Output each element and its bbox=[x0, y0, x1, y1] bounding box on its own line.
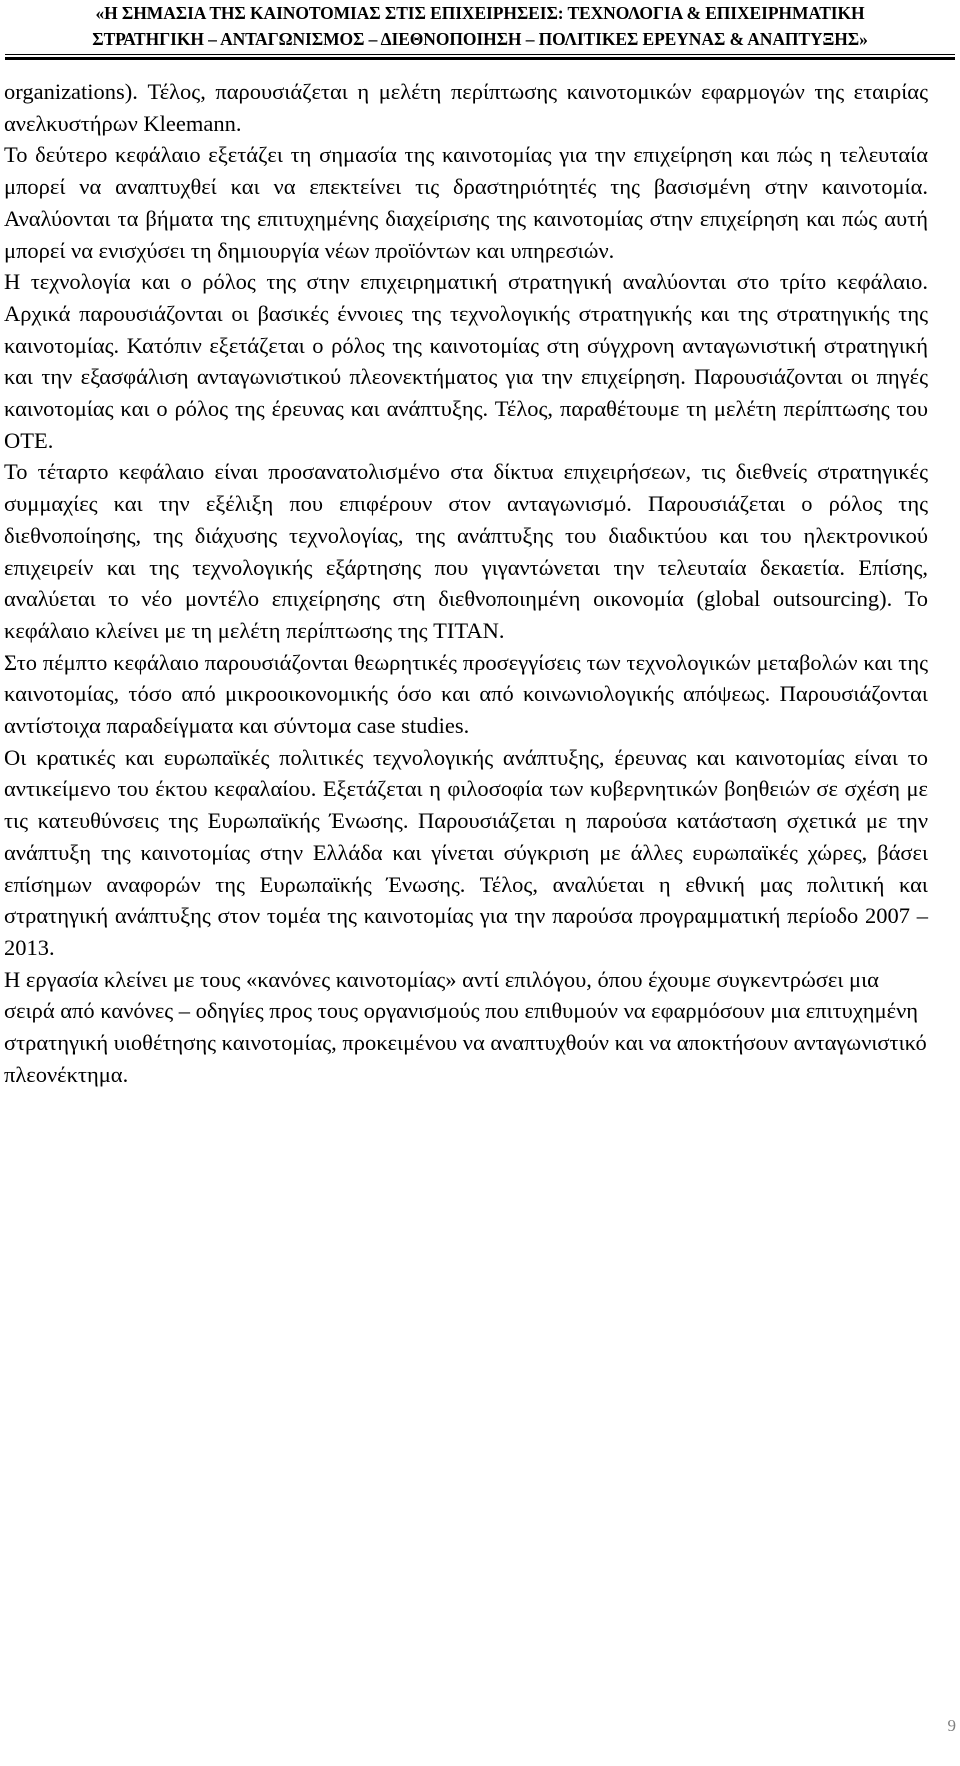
body-text bbox=[4, 76, 928, 1091]
running-header bbox=[0, 0, 960, 52]
paragraph-chapter-4: Το τέταρτο κεφάλαιο είναι προσανατολισμένο στα δίκτυα επιχειρήσεων, τις διεθνείς στρατηγικές συμμαχίες και την εξέλιξη που επιφέρουν στον ανταγωνισμό. Παρουσιάζεται ο ρόλος της διεθνοποίησης, της διάχυσης τεχνολογίας, της ανάπτυξης του διαδικτύου και του ηλεκτρονικού επιχειρείν και της τεχνολογικής εξάρτησης που γιγαντώνεται την τελευταία δεκαετία. Επίσης, αναλύεται το νέο μοντέλο επιχείρησης στη διεθνοποιημένη οικονομία (global outsourcing). Το κεφάλαιο κλείνει με τη μελέτη περίπτωσης της TITAN. bbox=[4, 459, 928, 643]
running-header-line-1: «Η ΣΗΜΑΣΙΑ ΤΗΣ ΚΑΙΝΟΤΟΜΙΑΣ ΣΤΙΣ ΕΠΙΧΕΙΡΗΣΕΙΣ: ΤΕΧΝΟΛΟΓΙΑ & ΕΠΙΧΕΙΡΗΜΑΤΙΚΗ bbox=[95, 3, 865, 23]
header-rule-thick bbox=[5, 57, 955, 60]
running-header-line-2: ΣΤΡΑΤΗΓΙΚΗ – ΑΝΤΑΓΩΝΙΣΜΟΣ – ΔΙΕΘΝΟΠΟΙΗΣΗ – ΠΟΛΙΤΙΚΕΣ ΕΡΕΥΝΑΣ & ΑΝΑΠΤΥΞΗΣ» bbox=[92, 29, 868, 49]
paragraph-chapter-2: Το δεύτερο κεφάλαιο εξετάζει τη σημασία της καινοτομίας για την επιχείρηση και πώς η τελευταία μπορεί να αναπτυχθεί και να επεκτείνει τις δραστηριότητές της βασισμένη στην καινοτομία. Αναλύονται τα βήματα της επιτυχημένης διαχείρισης της καινοτομίας στην επιχείρηση και πώς αυτή μπορεί να ενισχύσει τη δημιουργία νέων προϊόντων και υπηρεσιών. bbox=[4, 142, 928, 263]
paragraph-chapter-5: Στο πέμπτο κεφάλαιο παρουσιάζονται θεωρητικές προσεγγίσεις των τεχνολογικών μεταβολών και της καινοτομίας, τόσο από μικροοικονομικής όσο και από κοινωνιολογικής απόψεως. Παρουσιάζονται αντίστοιχα παραδείγματα και σύντομα case studies. bbox=[4, 649, 928, 739]
page-number: 9 bbox=[947, 1716, 956, 1735]
paragraph-closing: Η εργασία κλείνει με τους «κανόνες καινοτομίας» αντί επιλόγου, όπου έχουμε συγκεντρώσει μια σειρά από κανόνες – οδηγίες προς τους οργανισμούς που επιθυμούν να εφαρμόσουν μια επιτυχημένη στρατηγική υιοθέτησης καινοτομίας, προκειμένου να αναπτυχθούν και να αποκτήσουν ανταγωνιστικό πλεονέκτημα. bbox=[4, 966, 927, 1087]
paragraph-intro-continuation: organizations). Τέλος, παρουσιάζεται η μελέτη περίπτωσης καινοτομικών εφαρμογών της εταιρίας ανελκυστήρων Kleemann. bbox=[4, 79, 928, 136]
paragraph-chapter-3: Η τεχνολογία και ο ρόλος της στην επιχειρηματική στρατηγική αναλύονται στο τρίτο κεφάλαιο. Αρχικά παρουσιάζονται οι βασικές έννοιες της τεχνολογικής στρατηγικής και της στρατηγικής της καινοτομίας. Κατόπιν εξετάζεται ο ρόλος της καινοτομίας στη σύγχρονη ανταγωνιστική στρατηγική και την εξασφάλιση ανταγωνιστικού πλεονεκτήματος για την επιχείρηση. Παρουσιάζονται οι πηγές καινοτομίας και ο ρόλος της έρευνας και ανάπτυξης. Τέλος, παραθέτουμε τη μελέτη περίπτωσης του ΟΤΕ. bbox=[4, 269, 928, 453]
header-rule-thin bbox=[5, 54, 955, 55]
paragraph-chapter-6: Οι κρατικές και ευρωπαϊκές πολιτικές τεχνολογικής ανάπτυξης, έρευνας και καινοτομίας είναι το αντικείμενο του έκτου κεφαλαίου. Εξετάζεται η φιλοσοφία των κυβερνητικών βοηθειών σε σχέση με τις κατευθύνσεις της Ευρωπαϊκής Ένωσης. Παρουσιάζεται η παρούσα κατάσταση σχετικά με την ανάπτυξη της καινοτομίας στην Ελλάδα και γίνεται σύγκριση με άλλες ευρωπαϊκές χώρες, βάσει επίσημων αναφορών της Ευρωπαϊκής Ένωσης. Τέλος, αναλύεται η εθνική μας πολιτική και στρατηγική ανάπτυξης στον τομέα της καινοτομίας για την παρούσα προγραμματική περίοδο 2007 – 2013. bbox=[4, 744, 928, 960]
